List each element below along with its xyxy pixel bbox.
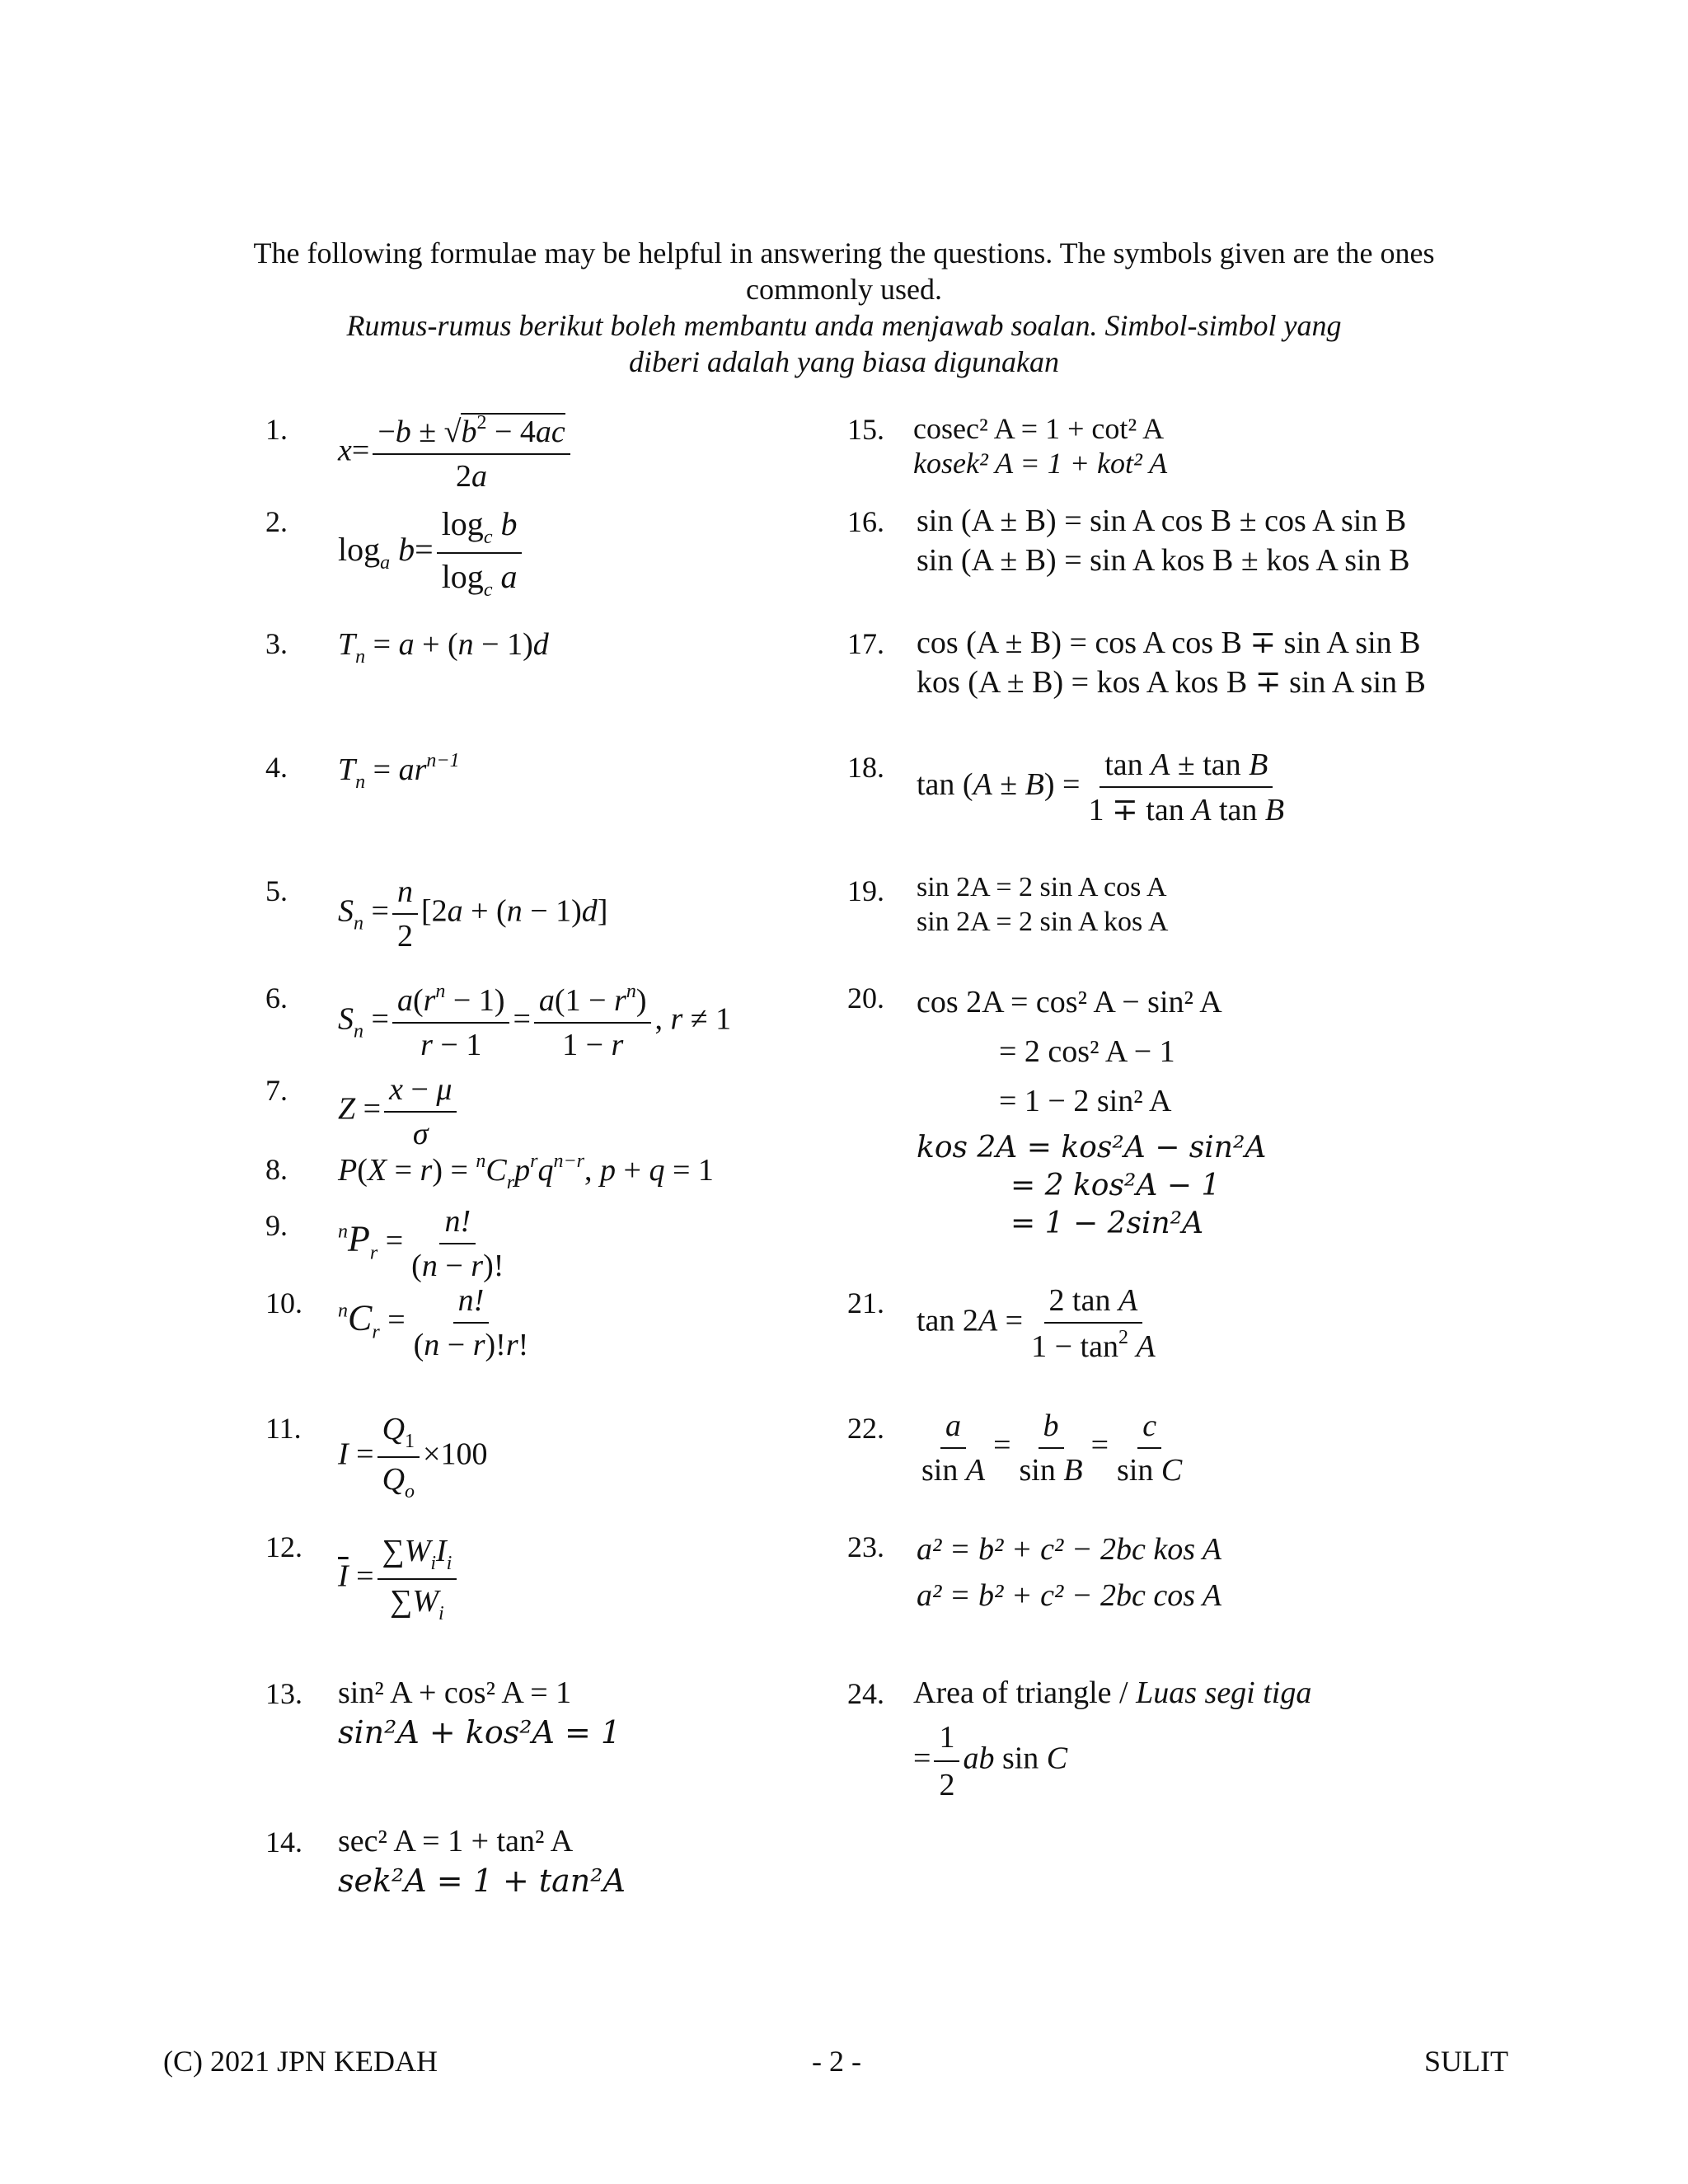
formula-17-line-2: kos (A ± B) = kos A kos B ∓ sin A sin B (917, 665, 1426, 700)
formula-15-line-2: kosek² A = 1 + kot² A (913, 447, 1168, 480)
formula-number-13: 13. (265, 1677, 302, 1710)
formula-double-angle-cosine (917, 977, 1222, 1126)
formula-number-19: 19. (847, 874, 884, 907)
footer-copyright: (C) 2021 JPN KEDAH (163, 2045, 438, 2078)
formula-number-20: 20. (847, 982, 884, 1015)
formula-secant-identity (338, 1821, 626, 1900)
formula-permutation: $^nP_r$ = $\frac{n!}{(n - r)!}$ (338, 1204, 504, 1283)
formula-13-line-1: sin² A + cos² A = 1 (338, 1675, 572, 1710)
formula-cosine-sum (917, 623, 1426, 702)
formula-20-line-6: = 1 − 2sin²A (1010, 1207, 1204, 1240)
formula-quadratic: x= $\frac{-b \pm √b^2 - 4ac}{2a}$ (338, 412, 574, 494)
formula-combination: $^nC_r$ = $\frac{n!}{(n - r)!r!}$ (338, 1283, 529, 1362)
formula-number-17: 17. (847, 627, 884, 660)
formula-number-1: 1. (265, 413, 288, 446)
formula-16-line-2: sin (A ± B) = sin A kos B ± kos A sin B (917, 543, 1410, 578)
formula-number-6: 6. (265, 982, 288, 1015)
formula-composite-index: $\overline{I}$ = $\frac{\sum W_iI_i}{\sum W_i}$ (338, 1533, 460, 1625)
formula-number-5: 5. (265, 874, 288, 907)
formula-index-number: I = $\frac{Q_1}{Q_o}$ ×100 (338, 1412, 488, 1502)
formula-number-14: 14. (265, 1825, 302, 1858)
formula-number-11: 11. (265, 1412, 302, 1445)
formula-number-7: 7. (265, 1074, 288, 1107)
formula-number-23: 23. (847, 1530, 884, 1563)
formula-cosec-identity (913, 409, 1167, 483)
formula-double-angle-tangent: tan 2A = $\frac{\text{2 tan A}}{1 - \tan^2 A}$ (917, 1283, 1156, 1364)
formula-16-line-1: sin (A ± B) = sin A cos B ± cos A sin B (917, 504, 1407, 538)
formula-arithmetic-term: $T_n = a + (n - 1)d$ (338, 627, 549, 668)
formula-geometric-sum: $S_n$ = $\frac{a(r^n - 1)}{r - 1}$ = $\frac{a(1 - r^n)}{1 - r}$ , r ≠ 1 (338, 981, 732, 1062)
formula-20-line-1: cos 2A = cos² A − sin² A (917, 985, 1222, 1019)
formula-binomial: $P(X = r) = ^nC_rp^rq^{n-r}$, p + q = 1 (338, 1151, 714, 1193)
formula-20-line-4: kos 2A = kos²A − sin²A (917, 1131, 1267, 1165)
formula-number-22: 22. (847, 1412, 884, 1445)
intro-line-1: The following formulae may be helpful in answering the questions. The symbols given are the ones (253, 237, 1435, 269)
formula-log-change-base: $\log_a b=$ $\frac{\log_c b}{\log_c a}$ (338, 504, 525, 602)
formula-number-15: 15. (847, 413, 884, 446)
formula-z-score: Z = $\frac{x - \mu}{\sigma}$ (338, 1071, 460, 1152)
footer-page-number: - 2 - (812, 2045, 861, 2078)
formula-20-line-2: = 2 cos² A − 1 (999, 1034, 1175, 1069)
formula-20-line-3: = 1 − 2 sin² A (999, 1084, 1172, 1118)
formula-24-label-malay: Luas segi tiga (1136, 1675, 1312, 1710)
formula-14-line-1: sec² A = 1 + tan² A (338, 1824, 574, 1858)
formula-19-line-1: sin 2A = 2 sin A cos A (917, 872, 1167, 902)
formula-number-10: 10. (265, 1286, 302, 1319)
formula-sine-rule: $\frac{a}{\text{sin A}}$ = $\frac{b}{\text{sin B}}$ = $\frac{c}{\text{sin C}}$ (921, 1408, 1183, 1488)
formula-number-12: 12. (265, 1530, 302, 1563)
formula-pythagorean-identity (338, 1673, 621, 1752)
formula-23-line-2: a² = b² + c² − 2bc cos A (917, 1578, 1222, 1613)
formula-14-line-2: sek²A = 1 + tan²A (338, 1863, 626, 1899)
intro-line-4: diberi adalah yang biasa digunakan (629, 345, 1059, 378)
formula-23-line-1: a² = b² + c² − 2bc kos A (917, 1532, 1222, 1567)
formula-13-line-2: sin²A + kos²A = 1 (338, 1714, 621, 1750)
formula-number-24: 24. (847, 1677, 884, 1710)
intro-line-2: commonly used. (746, 273, 942, 306)
formula-24-label: Area of triangle / (913, 1675, 1137, 1710)
formula-number-18: 18. (847, 751, 884, 784)
formula-sine-sum (917, 501, 1409, 580)
formula-geometric-term: $T_n = ar^{n-1}$ (338, 750, 460, 793)
formula-double-angle-sine (917, 870, 1168, 940)
formula-triangle-area: Area of triangle / Luas segi tiga = $\frac{1}{2}$ ab sin C (913, 1675, 1312, 1802)
formula-20-line-5: = 2 kos²A − 1 (1010, 1169, 1221, 1202)
formula-19-line-2: sin 2A = 2 sin A kos A (917, 907, 1169, 937)
formula-number-3: 3. (265, 627, 288, 660)
formula-cosine-rule (917, 1526, 1221, 1619)
formula-number-4: 4. (265, 751, 288, 784)
formula-number-21: 21. (847, 1286, 884, 1319)
intro-line-3: Rumus-rumus berikut boleh membantu anda menjawab soalan. Simbol-simbol yang (346, 309, 1342, 342)
formula-number-8: 8. (265, 1153, 288, 1186)
formula-double-angle-kos (917, 1129, 1266, 1243)
formula-17-line-1: cos (A ± B) = cos A cos B ∓ sin A sin B (917, 626, 1421, 660)
formula-15-line-1: cosec² A = 1 + cot² A (913, 412, 1165, 445)
footer-classification: SULIT (1424, 2045, 1508, 2078)
formula-tangent-sum: tan (A ± B) = $\frac{\text{tan A ± tan B}}{\text{1 ∓ tan A tan B}}$ (917, 748, 1285, 827)
formula-arithmetic-sum: $S_n$ = $\frac{n}{2}$ [2a + (n − 1)d] (338, 874, 608, 954)
formula-number-2: 2. (265, 505, 288, 538)
formula-number-16: 16. (847, 505, 884, 538)
formula-number-9: 9. (265, 1209, 288, 1242)
